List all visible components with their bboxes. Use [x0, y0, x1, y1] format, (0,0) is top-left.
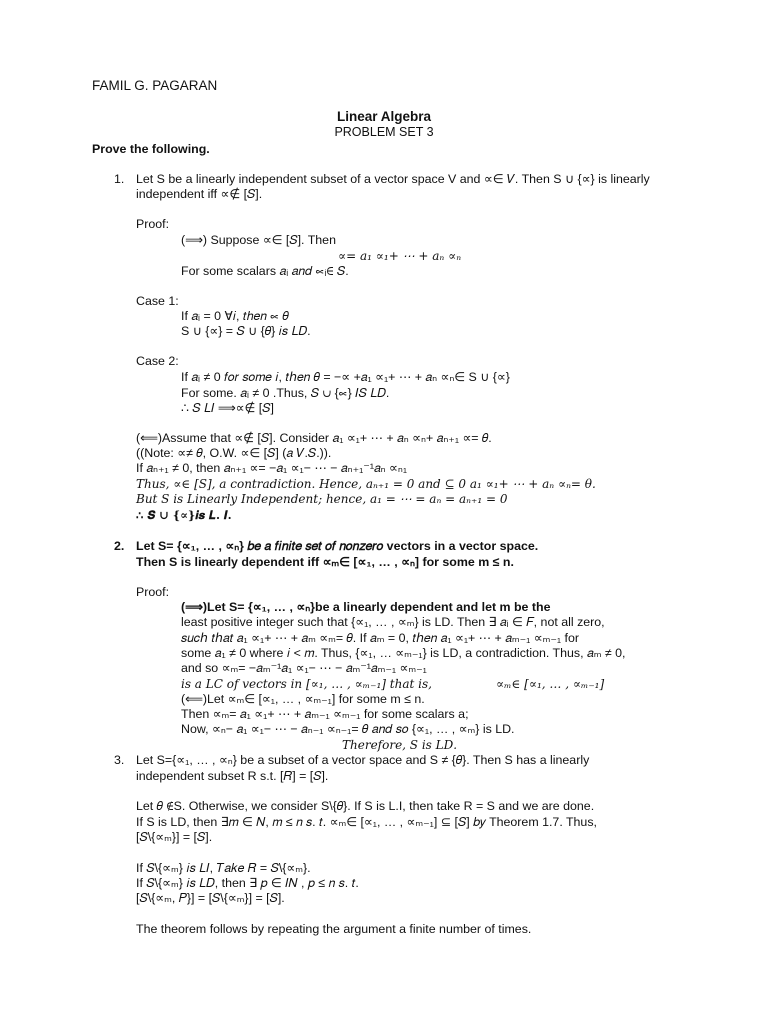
proof-line: 𝑠𝑢𝑐ℎ 𝑡ℎ𝑎𝑡 𝑎₁ ∝₁+ ⋯ + 𝑎ₘ ∝ₘ= 𝜃. If 𝑎ₘ = 0, 𝑡ℎ𝑒𝑛 𝑎₁ ∝₁+ ⋯ + 𝑎ₘ₋₁ ∝ₘ₋₁ for — [181, 631, 580, 645]
proof-line: If 𝑆\{∝ₘ} 𝑖𝑠 𝐿𝐼, 𝑇𝑎𝑘𝑒 𝑅 = 𝑆\{∝ₘ}. — [136, 861, 311, 875]
case-label: Case 1: — [136, 294, 179, 308]
proof-line: If S is LD, then ∃𝑚 ∈ 𝑁, 𝑚 ≤ 𝑛 𝑠. 𝑡. ∝ₘ∈ [∝₁, … , ∝ₘ₋₁] ⊆ [𝑆] 𝑏𝑦 Theorem 1.7. Thus, — [136, 815, 597, 829]
problem-statement-line: Then S is linearly dependent iff ∝ₘ∈ [∝₁, … , ∝ₙ] for some m ≤ n. — [136, 555, 514, 569]
author-name: FAMIL G. PAGARAN — [92, 78, 218, 93]
proof-line: least positive integer such that {∝₁, … , ∝ₘ} is LD. Then ∃ 𝑎ᵢ ∈ 𝐹, not all zero, — [181, 615, 605, 629]
proof-line: For some scalars 𝑎ᵢ 𝑎𝑛𝑑 ∝ᵢ∈ 𝑆. — [181, 264, 349, 278]
proof-line: ∝ₘ∈ [∝₁, … , ∝ₘ₋₁] — [496, 677, 605, 691]
course-title: Linear Algebra — [336, 109, 432, 124]
proof-line: (⟸)Assume that ∝∉ [𝑆]. Consider 𝑎₁ ∝₁+ ⋯ + 𝑎ₙ ∝ₙ+ 𝑎ₙ₊₁ ∝= 𝜃. — [136, 431, 492, 445]
proof-line: Then ∝ₘ= 𝑎₁ ∝₁+ ⋯ + 𝑎ₘ₋₁ ∝ₘ₋₁ for some scalars a; — [181, 707, 469, 721]
proof-label: Proof: — [136, 217, 170, 231]
proof-line: ∴ 𝑆 𝐿𝐼 ⟹∝∉ [𝑆] — [181, 401, 274, 415]
problem-number: 1. — [114, 172, 125, 186]
proof-line: some 𝑎₁ ≠ 0 where 𝑖 < 𝑚. Thus, {∝₁, … ∝ₘ₋₁} is LD, a contradiction. Thus, 𝑎ₘ ≠ 0, — [181, 646, 626, 660]
case-label: Case 2: — [136, 354, 179, 368]
proof-line: (⟹)Let S= {∝₁, … , ∝ₙ}be a linearly dependent and let m be the — [181, 600, 551, 614]
proof-line: If 𝑎ᵢ = 0 ∀𝑖, 𝑡ℎ𝑒𝑛 ∝ 𝜃 — [181, 309, 289, 323]
proof-line: and so ∝ₘ= −𝑎ₘ⁻¹𝑎₁ ∝₁− ⋯ − 𝑎ₘ⁻¹𝑎ₘ₋₁ ∝ₘ₋₁ — [181, 661, 427, 675]
problem-statement-line: Let S={∝₁, … , ∝ₙ} be a subset of a vector space and S ≠ {𝜃}. Then S has a linearly — [136, 753, 590, 767]
problem-statement-line: Let S be a linearly independent subset of a vector space V and ∝∈ 𝑉. Then S ∪ {∝} is linearly — [136, 172, 650, 186]
problem-number: 3. — [114, 753, 125, 767]
proof-line: For some. 𝑎ᵢ ≠ 0 .Thus, 𝑆 ∪ {∝} 𝐼𝑆 𝐿𝐷. — [181, 386, 390, 400]
conclusion: ∴ 𝑺 ∪ {∝}𝒊𝒔 𝑳. 𝑰. — [136, 508, 232, 522]
proof-line: Let 𝜃 ∉S. Otherwise, we consider S\{𝜃}. If S is L.I, then take R = S and we are done. — [136, 799, 595, 813]
proof-line: If 𝑎ᵢ ≠ 0 𝑓𝑜𝑟 𝑠𝑜𝑚𝑒 𝑖, 𝑡ℎ𝑒𝑛 𝜃 = −∝ +𝑎₁ ∝₁+ ⋯ + 𝑎ₙ ∝ₙ∈ S ∪ {∝} — [181, 370, 510, 384]
conclusion: 𝑇ℎ𝑒𝑟𝑒𝑓𝑜𝑟𝑒, 𝑆 𝑖𝑠 𝐿𝐷. — [342, 738, 458, 752]
proof-line: Now, ∝ₙ− 𝑎₁ ∝₁− ⋯ − 𝑎ₙ₋₁ ∝ₙ₋₁= 𝜃 𝑎𝑛𝑑 𝑠𝑜 {∝₁, … , ∝ₘ} is LD. — [181, 722, 515, 736]
problem-number: 2. — [114, 539, 125, 553]
problem-statement-line: Let S= {∝₁, … , ∝ₙ} 𝑏𝑒 𝑎 𝑓𝑖𝑛𝑖𝑡𝑒 𝑠𝑒𝑡 𝑜𝑓 𝑛𝑜𝑛𝑧𝑒𝑟𝑜 vectors in a vector space. — [136, 539, 539, 553]
proof-line: [𝑆\{∝ₘ}] = [𝑆]. — [136, 830, 213, 844]
proof-line: 𝑇ℎ𝑢𝑠, ∝∈ [𝑆], 𝑎 𝑐𝑜𝑛𝑡𝑟𝑎𝑑𝑖𝑐𝑡𝑖𝑜𝑛. 𝐻𝑒𝑛𝑐𝑒, 𝑎ₙ₊₁ = 0 𝑎𝑛𝑑 ⊆ 0 𝑎₁ ∝₁+ ⋯ + 𝑎ₙ ∝ₙ= 𝜃. — [136, 477, 596, 491]
proof-line: 𝐵𝑢𝑡 𝑆 𝑖𝑠 𝐿𝑖𝑛𝑒𝑎𝑟𝑙𝑦 𝐼𝑛𝑑𝑒𝑝𝑒𝑛𝑑𝑒𝑛𝑡; ℎ𝑒𝑛𝑐𝑒, 𝑎₁ = ⋯ = 𝑎ₙ = 𝑎ₙ₊₁ = 0 — [136, 492, 508, 506]
problem-statement-line: independent subset R s.t. [𝑅] = [𝑆]. — [136, 769, 329, 783]
proof-line: (⟹) Suppose ∝∈ [𝑆]. Then — [181, 233, 336, 247]
closing-remark: The theorem follows by repeating the argument a finite number of times. — [136, 922, 532, 936]
proof-label: Proof: — [136, 585, 170, 599]
proof-line: [𝑆\{∝ₘ, 𝑃}] = [𝑆\{∝ₘ}] = [𝑆]. — [136, 891, 285, 905]
proof-line: If 𝑎ₙ₊₁ ≠ 0, then 𝑎ₙ₊₁ ∝= −𝑎₁ ∝₁− ⋯ − 𝑎ₙ₊₁⁻¹𝑎ₙ ∝ₙ₁ — [136, 461, 408, 475]
problem-set-label: PROBLEM SET 3 — [334, 125, 434, 139]
problem-statement-line: independent iff ∝∉ [𝑆]. — [136, 187, 263, 201]
proof-line: S ∪ {∝} = 𝑆 ∪ {𝜃} 𝑖𝑠 𝐿𝐷. — [181, 324, 311, 338]
proof-line: (⟸)Let ∝ₘ∈ [∝₁, … , ∝ₘ₋₁] for some m ≤ n. — [181, 692, 425, 706]
proof-line: If 𝑆\{∝ₘ} 𝑖𝑠 𝐿𝐷, then ∃ 𝑝 ∈ 𝐼𝑁 , 𝑝 ≤ 𝑛 𝑠. 𝑡. — [136, 876, 359, 890]
equation: ∝= 𝑎₁ ∝₁+ ⋯ + 𝑎ₙ ∝ₙ — [338, 249, 462, 263]
instruction: Prove the following. — [92, 142, 210, 156]
proof-line: ((Note: ∝≠ 𝜃, O.W. ∝∈ [𝑆] (𝑎 𝑉.𝑆.)). — [136, 446, 332, 460]
proof-line: 𝑖𝑠 𝑎 𝐿𝐶 𝑜𝑓 𝑣𝑒𝑐𝑡𝑜𝑟𝑠 𝑖𝑛 [∝₁, … , ∝ₘ₋₁] 𝑡ℎ𝑎𝑡 𝑖𝑠, — [181, 677, 432, 691]
